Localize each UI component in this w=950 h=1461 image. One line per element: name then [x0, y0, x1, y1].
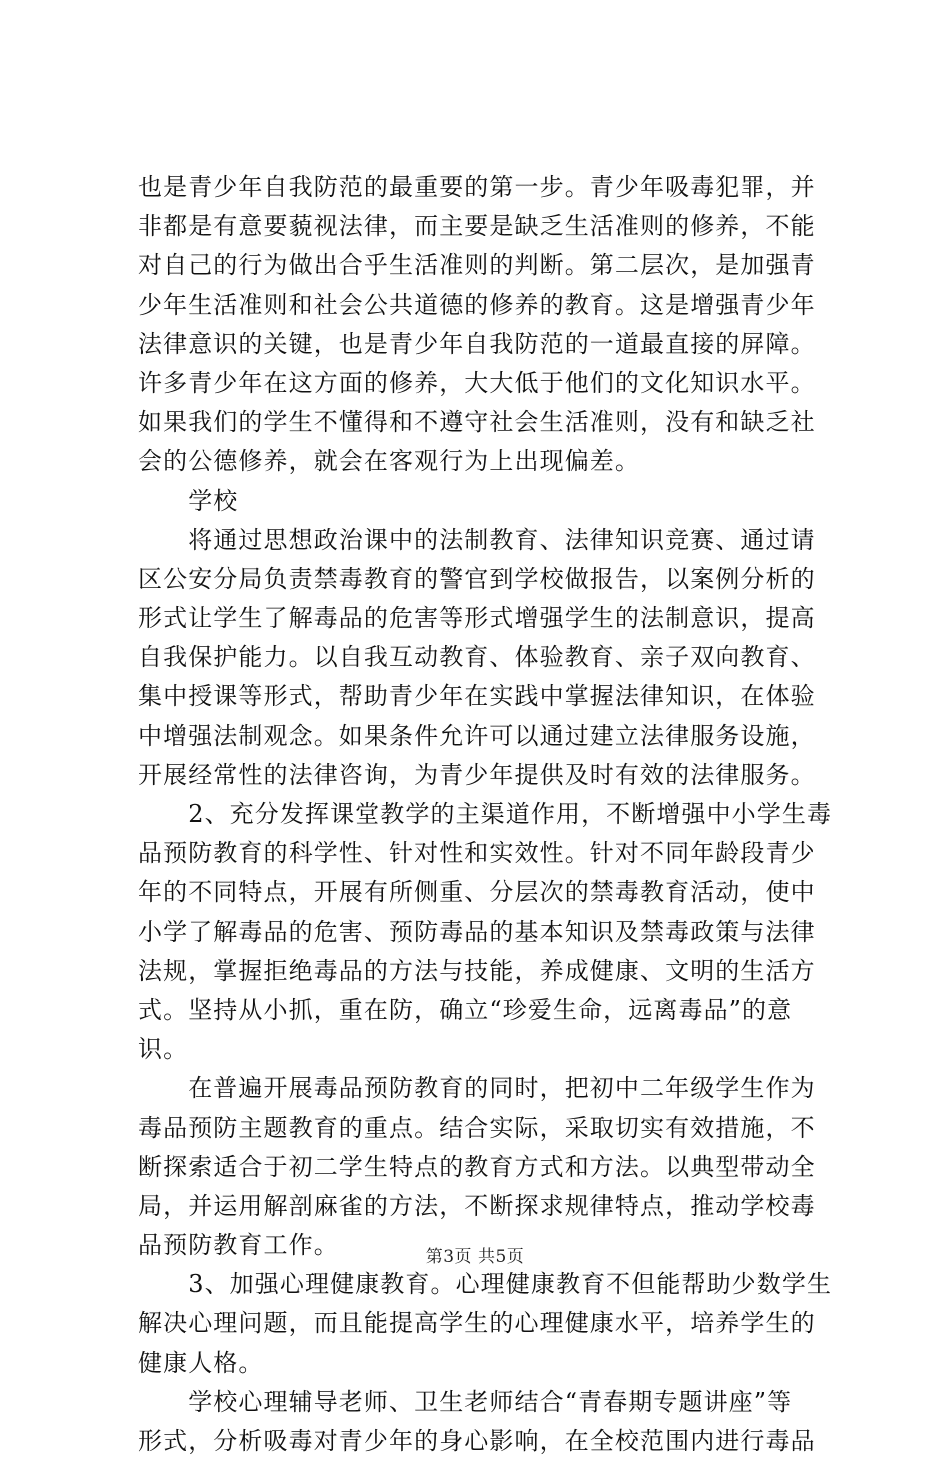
text-line: 集中授课等形式，帮助青少年在实践中掌握法律知识，在体验: [138, 682, 816, 711]
text-line: 中增强法制观念。如果条件允许可以通过建立法律服务设施，: [138, 721, 816, 750]
paragraph: [138, 482, 838, 521]
text-line: 许多青少年在这方面的修养，大大低于他们的文化知识水平。: [138, 368, 816, 397]
text-line: 毒品预防主题教育的重点。结合实际，采取切实有效措施，不: [138, 1113, 816, 1142]
text-line: 如果我们的学生不懂得和不遵守社会生活准则，没有和缺乏社: [138, 408, 816, 437]
text-line: 学校心理辅导老师、卫生老师结合“青春期专题讲座”等: [138, 1387, 793, 1416]
text-line: 小学了解毒品的危害、预防毒品的基本知识及禁毒政策与法律: [138, 917, 816, 946]
text-line: 法规，掌握拒绝毒品的方法与技能，养成健康、文明的生活方: [138, 956, 816, 985]
paragraph: [138, 168, 838, 482]
paragraph: [138, 1069, 838, 1265]
text-line: 断探索适合于初二学生特点的教育方式和方法。以典型带动全: [138, 1152, 816, 1181]
text-line: 2、充分发挥课堂教学的主渠道作用，不断增强中小学生毒: [138, 800, 833, 828]
text-line: 形式让学生了解毒品的危害等形式增强学生的法制意识，提高: [138, 604, 816, 633]
text-line: 局，并运用解剖麻雀的方法，不断探求规律特点，推动学校毒: [138, 1191, 816, 1220]
text-line: 识。: [138, 1035, 189, 1064]
text-line: 年的不同特点，开展有所侧重、分层次的禁毒教育活动，使中: [138, 878, 816, 907]
page-number-footer: 第3页 共5页: [425, 1247, 525, 1267]
text-line: 开展经常性的法律咨询，为青少年提供及时有效的法律服务。: [138, 760, 816, 789]
paragraph: [138, 795, 838, 1069]
text-line: 将通过思想政治课中的法制教育、法律知识竞赛、通过请: [138, 525, 816, 554]
text-line: 品预防教育的科学性、针对性和实效性。针对不同年龄段青少: [138, 839, 816, 868]
text-line: 健康人格。: [138, 1348, 264, 1377]
text-line: 学校: [138, 486, 239, 515]
text-line: 少年生活准则和社会公共道德的修养的教育。这是增强青少年: [138, 290, 816, 319]
paragraph: [138, 1265, 838, 1383]
text-line: 也是青少年自我防范的最重要的第一步。青少年吸毒犯罪，并: [138, 173, 816, 201]
text-line: 解决心理问题，而且能提高学生的心理健康水平，培养学生的: [138, 1309, 816, 1338]
text-line: 对自己的行为做出合乎生活准则的判断。第二层次，是加强青: [138, 251, 816, 280]
text-line: 自我保护能力。以自我互动教育、体验教育、亲子双向教育、: [138, 643, 816, 672]
text-line: 法律意识的关键，也是青少年自我防范的一道最直接的屏障。: [138, 329, 816, 358]
text-line: 在普遍开展毒品预防教育的同时，把初中二年级学生作为: [138, 1074, 816, 1103]
text-line: 式。坚持从小抓，重在防，确立“珍爱生命，远离毒品”的意: [138, 995, 793, 1024]
text-line: 品预防教育工作。: [138, 1231, 339, 1260]
text-line: 非都是有意要藐视法律，而主要是缺乏生活准则的修养，不能: [138, 212, 816, 241]
paragraph: [138, 1383, 838, 1461]
text-line: 会的公德修养，就会在客观行为上出现偏差。: [138, 447, 640, 476]
text-line: 区公安分局负责禁毒教育的警官到学校做报告，以案例分析的: [138, 564, 816, 593]
text-line: 3、加强心理健康教育。心理健康教育不但能帮助少数学生: [138, 1270, 833, 1299]
text-line: 形式，分析吸毒对青少年的身心影响，在全校范围内进行毒品: [138, 1427, 816, 1455]
paragraph: [138, 521, 838, 795]
document-body: [138, 168, 838, 1461]
